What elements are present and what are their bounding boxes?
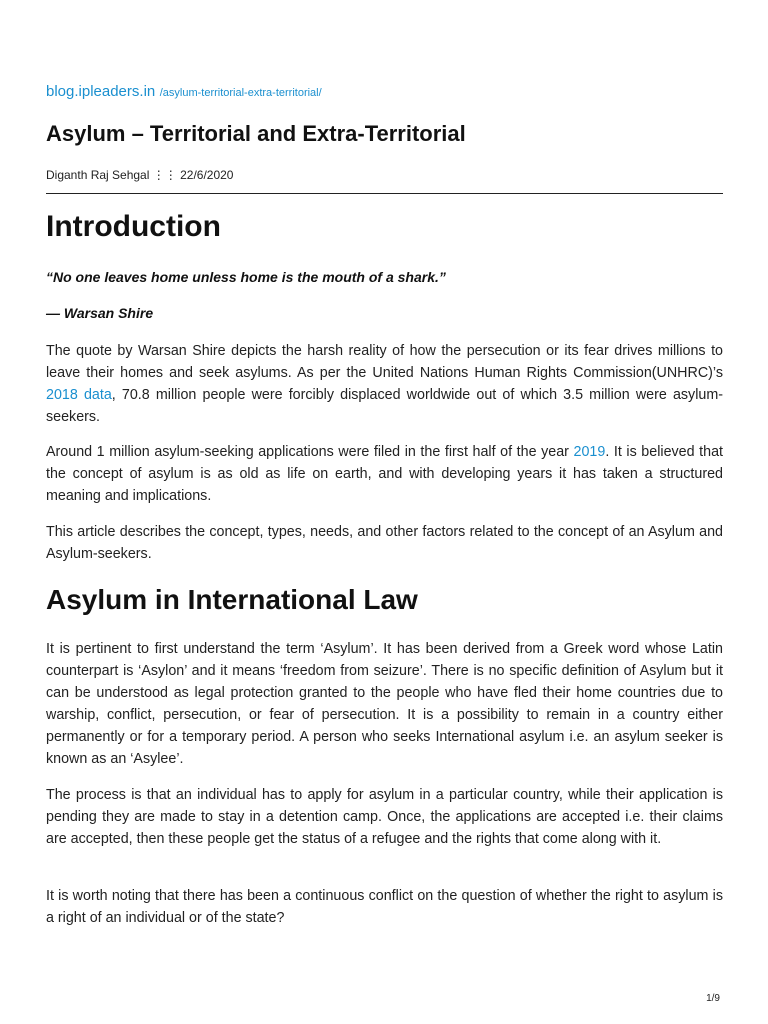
header-divider bbox=[46, 193, 723, 194]
intl-paragraph-3: It is worth noting that there has been a continuous conflict on the question of whether the right to asylum is a right of an individual or of the state? bbox=[46, 888, 723, 926]
source-url[interactable] bbox=[46, 83, 322, 101]
byline-separator: ⋮⋮ bbox=[152, 168, 177, 182]
intro-paragraph-3: This article describes the concept, types, needs, and other factors related to the concept of an Asylum and Asylum-seekers. bbox=[46, 524, 723, 562]
epigraph-attribution: — Warsan Shire bbox=[46, 305, 154, 321]
text-run: . It is believed that the concept of asylum is as old as life on earth, and with developing years it has taken a structured meaning and implications. bbox=[46, 444, 723, 504]
text-run: The quote by Warsan Shire depicts the harsh reality of how the persecution or its fear drives millions to leave their homes and seek asylums. As per the United Nations Human Rights Commission(UNHRC)’s bbox=[46, 343, 723, 381]
link-2018-data[interactable]: 2018 data bbox=[46, 387, 112, 403]
text-run: Around 1 million asylum-seeking applications were filed in the first half of the year bbox=[46, 444, 574, 460]
article-title: Asylum – Territorial and Extra-Territorial bbox=[46, 121, 466, 146]
intro-paragraph-2 bbox=[46, 441, 723, 507]
author-name: Diganth Raj Sehgal bbox=[46, 168, 150, 182]
page-number: 1/9 bbox=[706, 993, 720, 1004]
intl-paragraph-1: It is pertinent to first understand the term ‘Asylum’. It has been derived from a Greek word whose Latin counterpart is ‘Asylon’ and it means ‘freedom from seizure’. There is no specific definition of Asylum but it can be understood as legal protection granted to the people who have fled their home countries due to warship, conflict, persecution, or fear of persecution. It is a possibility to remain in a country either permanently or for a temporary period. A person who seeks International asylum i.e. an asylum seeker is known as an ‘Asylee’. bbox=[46, 641, 723, 767]
publish-date: 22/6/2020 bbox=[180, 168, 234, 182]
link-2019[interactable]: 2019 bbox=[573, 444, 606, 460]
source-domain-link[interactable]: blog.ipleaders.in bbox=[46, 83, 156, 100]
heading-asylum-international-law: Asylum in International Law bbox=[46, 584, 418, 615]
text-run: , 70.8 million people were forcibly displaced worldwide out of which 3.5 million were asylum-seekers. bbox=[46, 387, 723, 425]
intro-paragraph-1 bbox=[46, 340, 723, 428]
intl-paragraph-2: The process is that an individual has to apply for asylum in a particular country, while their application is pending they are made to stay in a detention camp. Once, the applications are accepted i.e. their claims are accepted, then these people get the status of a refugee and the rights that come along with it. bbox=[46, 787, 723, 847]
epigraph-quote: “No one leaves home unless home is the mouth of a shark.” bbox=[46, 269, 446, 285]
heading-introduction: Introduction bbox=[46, 210, 221, 243]
source-path-link[interactable]: /asylum-territorial-extra-territorial/ bbox=[159, 87, 322, 99]
byline bbox=[46, 168, 233, 182]
